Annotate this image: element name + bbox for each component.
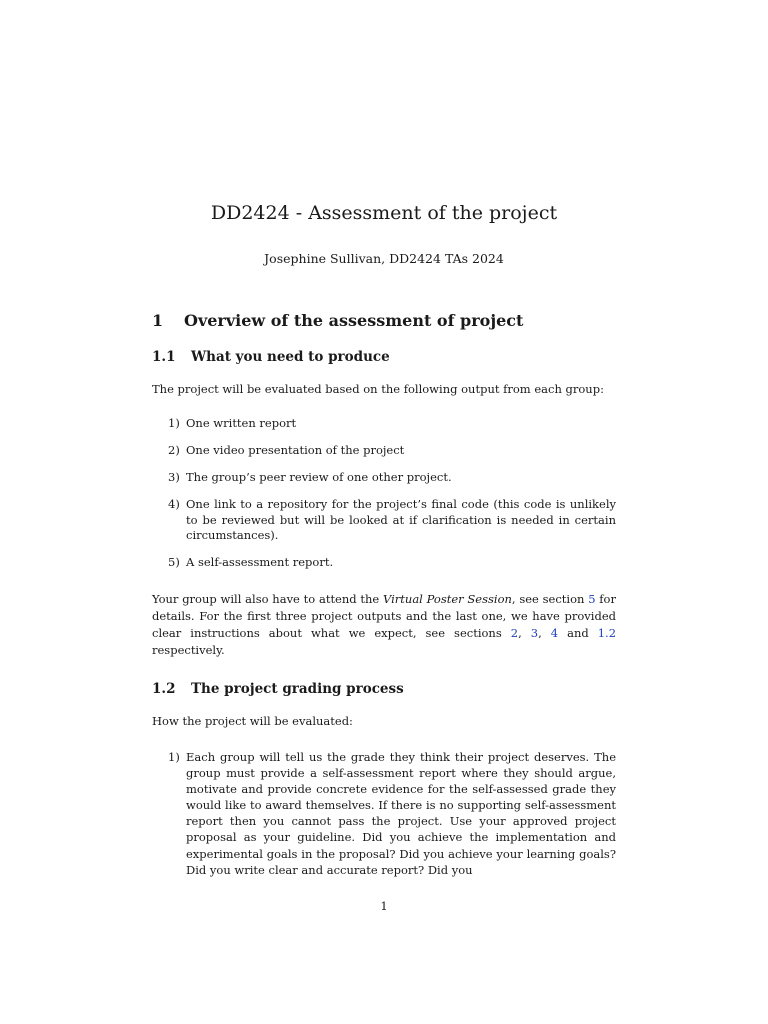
virtual-poster-session-emphasis: Virtual Poster Session — [383, 592, 512, 606]
list-item-text: A self-assessment report. — [186, 555, 334, 569]
list-item — [152, 443, 616, 459]
list-item-text: The group’s peer review of one other project. — [186, 470, 452, 484]
list-item — [152, 416, 616, 432]
list-item-text: One video presentation of the project — [186, 443, 405, 457]
document-title: DD2424 - Assessment of the project — [210, 202, 558, 224]
list-item-marker: 4) — [168, 497, 180, 511]
list-item-text: One written report — [186, 416, 297, 430]
list-item — [152, 470, 616, 486]
subsection-1-1-paragraph — [152, 591, 616, 659]
list-item-marker: 1) — [168, 750, 180, 764]
subsection-1-2-number: 1.2 — [152, 681, 176, 697]
list-item — [152, 497, 616, 544]
outputs-list — [152, 416, 616, 582]
subsection-1-1-intro: The project will be evaluated based on the following output from each group: — [152, 382, 604, 396]
section-1-number: 1 — [152, 311, 164, 330]
subsection-1-2-intro: How the project will be evaluated: — [152, 714, 353, 728]
link-section-4[interactable]: 4 — [550, 626, 559, 640]
paragraph-text: , see section — [511, 592, 589, 606]
section-1-title: Overview of the assessment of project — [184, 311, 524, 330]
link-section-5[interactable]: 5 — [588, 592, 596, 606]
document-page — [152, 0, 616, 1024]
paragraph-text: and — [558, 626, 598, 640]
paragraph-text: respectively. — [152, 643, 225, 657]
page-number: 1 — [380, 899, 388, 913]
link-section-1-2[interactable]: 1.2 — [597, 626, 617, 640]
subsection-1-1-number: 1.1 — [152, 349, 176, 365]
paragraph-text: Your group will also have to attend the — [152, 592, 384, 606]
paragraph-text: , — [518, 626, 531, 640]
paragraph-text: , — [538, 626, 551, 640]
list-item-text: Each group will tell us the grade they think their project deserves. The group must provide a self-assessment report where they should argue, motivate and provide concrete evidence for the self-assessed grade they would like to award themselves. If there is no supporting self-assessment report then you cannot pass the project. Use your approved project proposal as your guideline. Did you achieve the implementation and experimental goals in the proposal? Did you achieve your learning goals? Did you write clear and accurate report? Did you — [186, 750, 616, 877]
list-item — [152, 749, 616, 878]
subsection-1-1-heading — [152, 347, 390, 367]
list-item-marker: 2) — [168, 443, 180, 457]
link-section-3[interactable]: 3 — [530, 626, 539, 640]
paragraph-text: for details. For the first three project outputs and the last one, we have provided clear instructions about what we expect, see sections — [152, 592, 616, 640]
list-item-marker: 1) — [168, 416, 180, 430]
list-item-marker: 5) — [168, 555, 180, 569]
subsection-1-1-title: What you need to produce — [191, 349, 390, 365]
link-section-2[interactable]: 2 — [510, 626, 519, 640]
list-item-text: One link to a repository for the project’s final code (this code is unlikely to be reviewed but will be looked at if clarification is needed in certain circumstances). — [186, 497, 616, 542]
subsection-1-2-title: The project grading process — [191, 681, 404, 697]
document-author: Josephine Sullivan, DD2424 TAs 2024 — [264, 251, 504, 266]
list-item-marker: 3) — [168, 470, 180, 484]
grading-process-list — [152, 749, 616, 889]
subsection-1-2-heading — [152, 679, 404, 699]
list-item — [152, 555, 616, 571]
section-1-heading — [152, 309, 523, 333]
